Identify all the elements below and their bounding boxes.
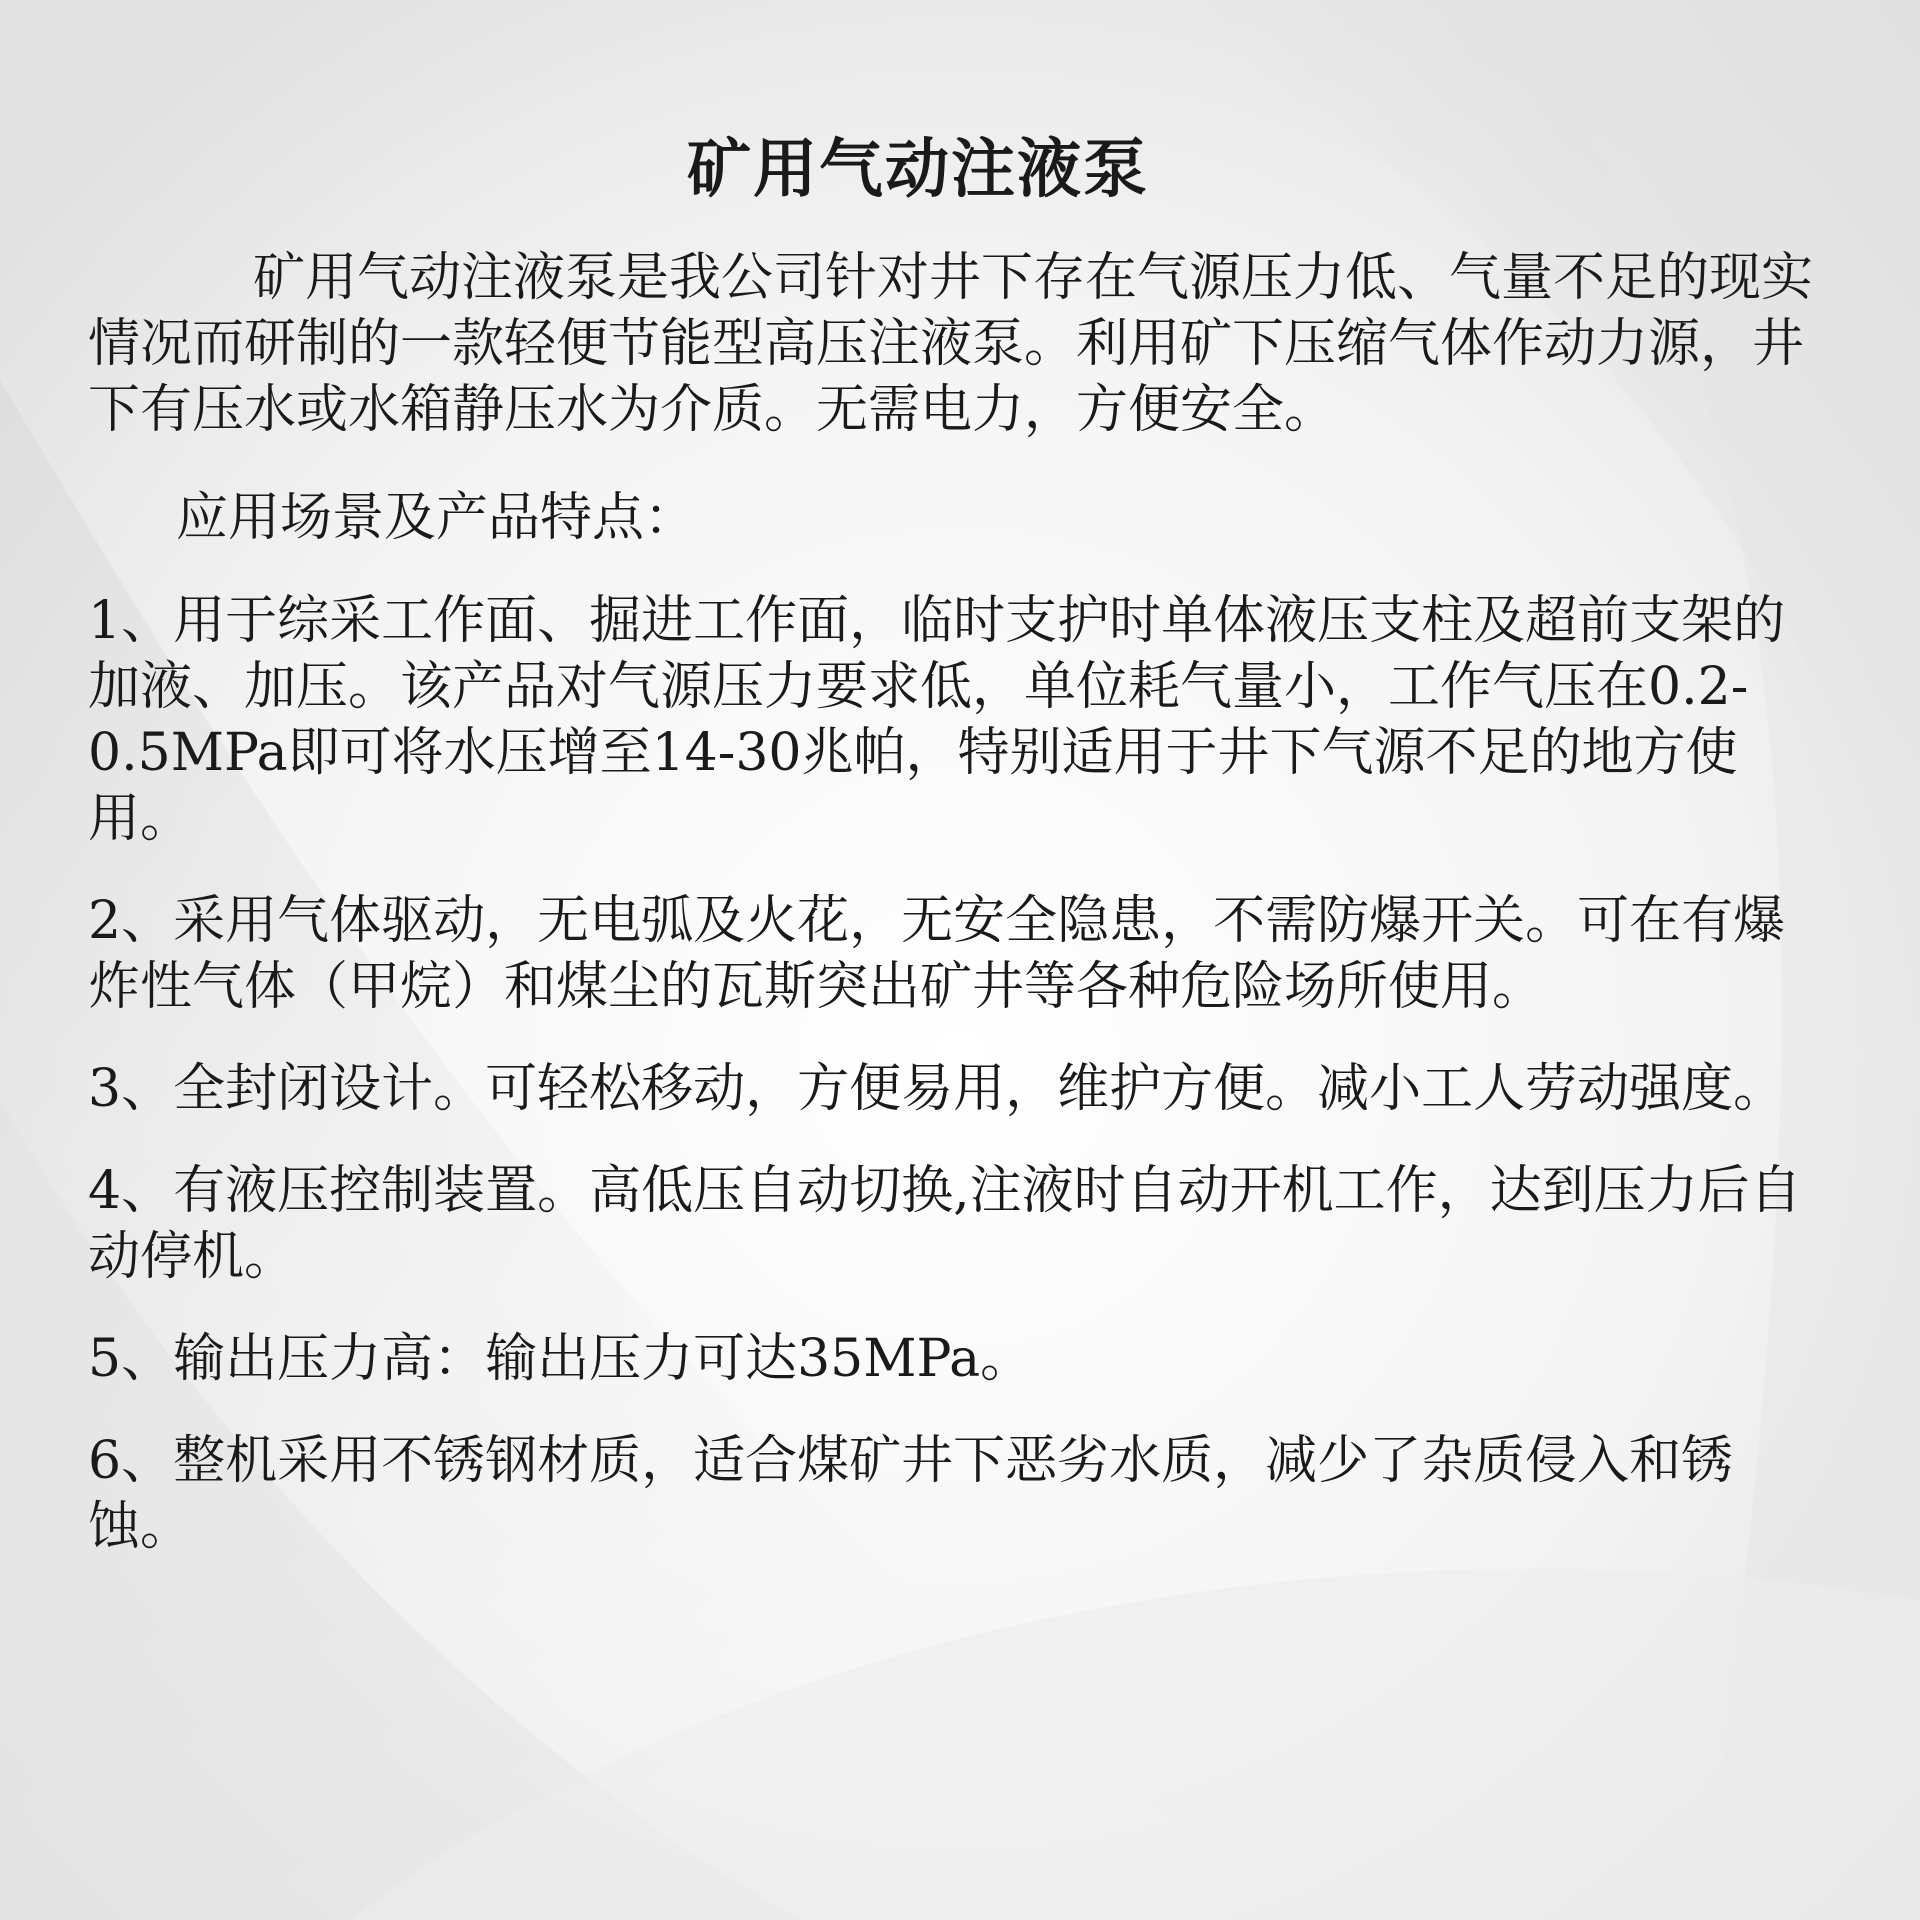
feature-item-3: 3、全封闭设计。可轻松移动，方便易用，维护方便。减小工人劳动强度。	[88, 1059, 1786, 1119]
feature-item-6: 6、整机采用不锈钢材质，适合煤矿井下恶劣水质，减少了杂质侵入和锈蚀。	[88, 1431, 1734, 1557]
section-heading: 应用场景及产品特点：	[176, 488, 697, 548]
page-title: 矿用气动注液泵	[687, 132, 1149, 207]
feature-item-5: 5、输出压力高：输出压力可达35MPa。	[88, 1329, 1033, 1389]
feature-item-4: 4、有液压控制装置。高低压自动切换,注液时自动开机工作，达到压力后自动停机。	[88, 1161, 1802, 1287]
feature-item-2: 2、采用气体驱动，无电弧及火花，无安全隐患，不需防爆开关。可在有爆炸性气体（甲烷）和煤尘的瓦斯突出矿井等各种危险场所使用。	[88, 891, 1786, 1017]
feature-list	[88, 588, 1808, 1596]
feature-item-1: 1、用于综采工作面、掘进工作面，临时支护时单体液压支柱及超前支架的加液、加压。该产品对气源压力要求低，单位耗气量小，工作气压在0.2-0.5MPa即可将水压增至14-30兆帕，特别适用于井下气源不足的地方使用。	[88, 591, 1786, 849]
intro-paragraph: 矿用气动注液泵是我公司针对井下存在气源压力低、气量不足的现实情况而研制的一款轻便节能型高压注液泵。利用矿下压缩气体作动力源，井下有压水或水箱静压水为介质。无需电力，方便安全。	[88, 248, 1814, 440]
